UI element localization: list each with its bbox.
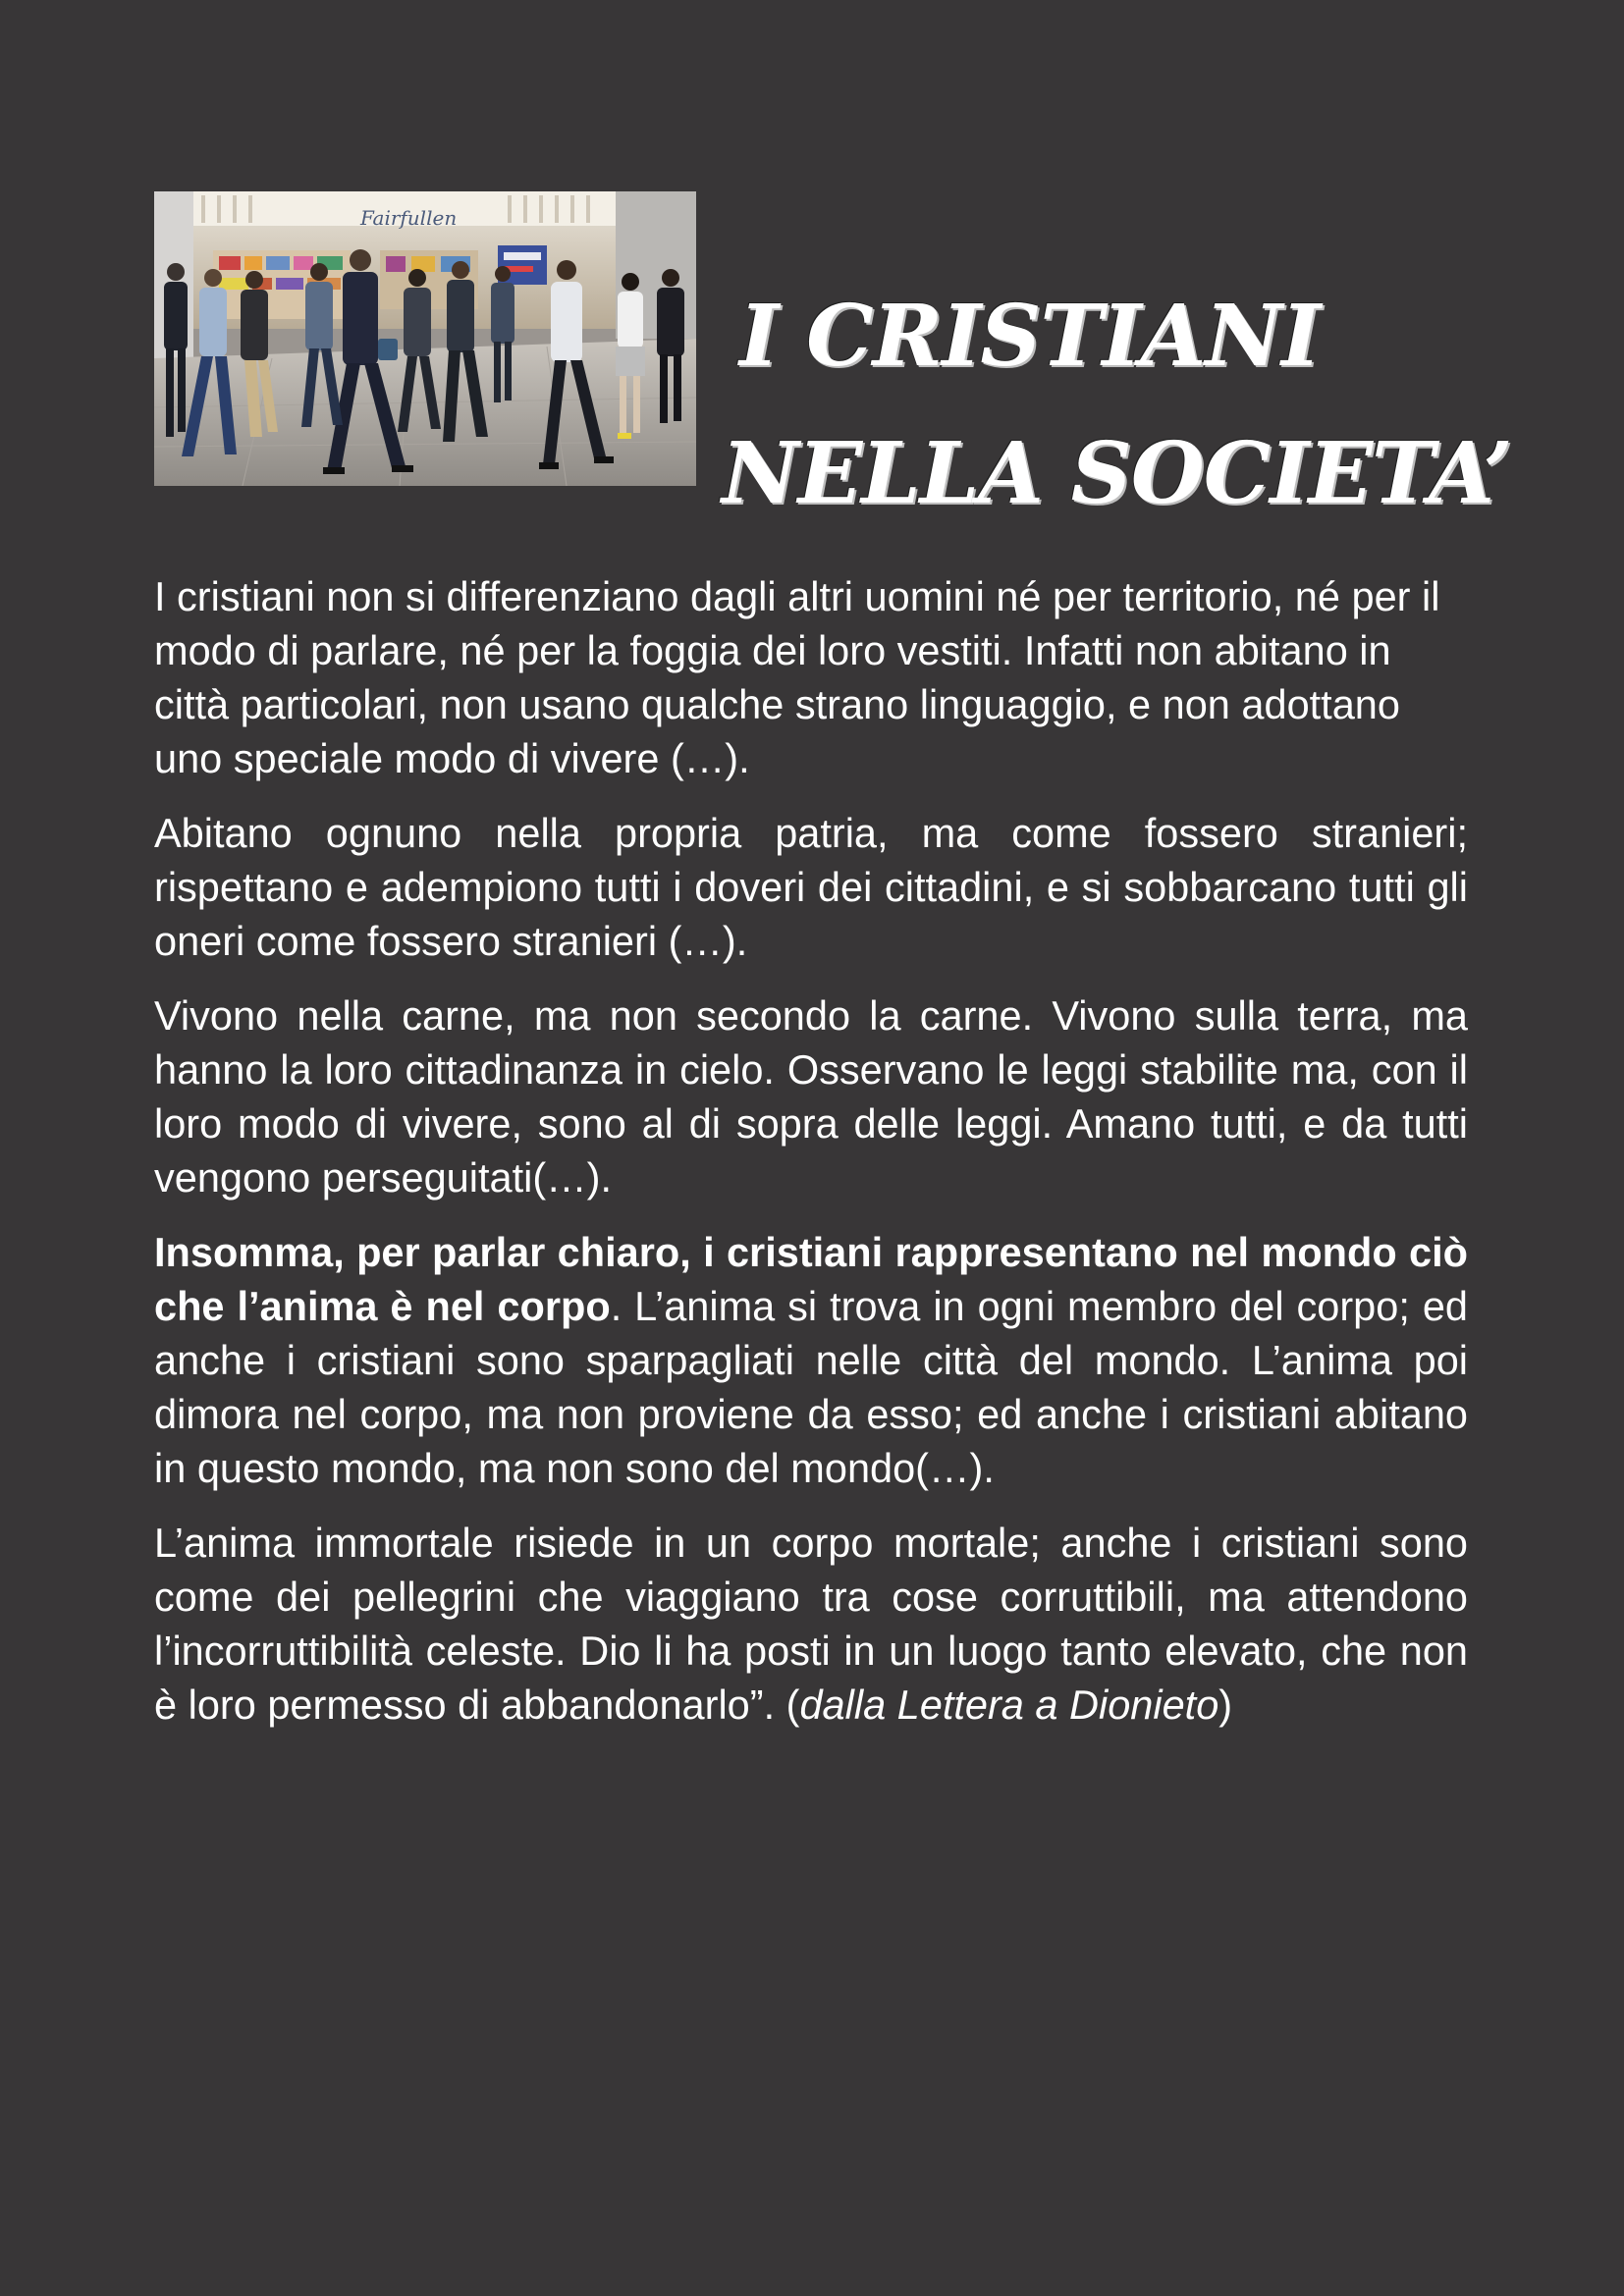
storefront-sign: Fairfullen <box>360 206 458 230</box>
title-line-2: NELLA SOCIETA’ <box>722 423 1512 523</box>
paragraph-5-source: dalla Lettera a Dionieto <box>799 1682 1219 1728</box>
title-line-1: I CRISTIANI <box>739 286 1321 386</box>
paragraph-4-bold: Insomma, per parlar chiaro, i cristiani rappresentano nel mondo ciò che l’anima è nel corpo <box>154 1229 1468 1329</box>
page-title <box>722 268 1605 543</box>
paragraph-5-close: ) <box>1218 1682 1233 1728</box>
paragraph-3: Vivono nella carne, ma non secondo la carne. Vivono sulla terra, ma hanno la loro cittadinanza in cielo. Osservano le leggi stabilite ma, con il loro modo di vivere, sono al di sopra delle leggi. Amano tutti, e da tutti vengono perseguitati(…). <box>154 992 1468 1201</box>
paragraph-5 <box>154 1516 1468 1732</box>
body-text <box>154 569 1468 1752</box>
paragraph-4 <box>154 1225 1468 1495</box>
paragraph-2: Abitano ognuno nella propria patria, ma come fossero stranieri; rispettano e adempiono tutti i doveri dei cittadini, e si sobbarcano tutti gli oneri come fossero stranieri (…). <box>154 810 1468 964</box>
paragraph-4-rest: . L’anima si trova in ogni membro del corpo; ed anche i cristiani sono sparpagliati nelle città del mondo. L’anima poi dimora nel corpo, ma non proviene da esso; ed anche i cristiani abitano in questo mondo, ma non sono del mondo(…). <box>154 1283 1468 1491</box>
crowd-photo <box>154 191 696 486</box>
paragraph-1: I cristiani non si differenziano dagli altri uomini né per territorio, né per il modo di parlare, né per la foggia dei loro vestiti. Infatti non abitano in città particolari, non usano qualche strano linguaggio, e non adottano uno speciale modo di vivere (…). <box>154 573 1440 781</box>
paragraph-5-main: L’anima immortale risiede in un corpo mortale; anche i cristiani sono come dei pellegrini che viaggiano tra cose corruttibili, ma attendono l’incorruttibilità celeste. Dio li ha posti in un luogo tanto elevato, che non è loro permesso di abbandonarlo”. ( <box>154 1520 1468 1728</box>
